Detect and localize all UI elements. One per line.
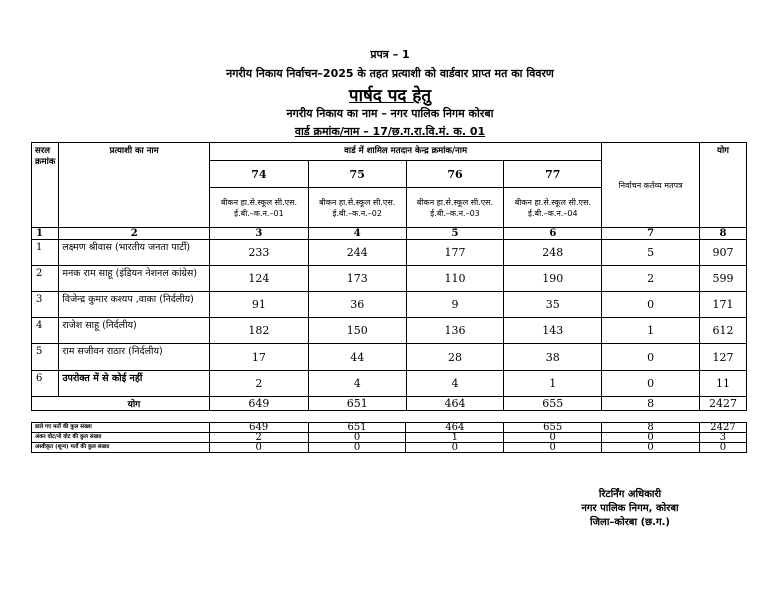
total-header: योग — [699, 143, 746, 228]
booth-number: 76 — [406, 161, 504, 188]
total-cell: 907 — [699, 240, 746, 266]
candidate-name: लक्ष्मण श्रीवास (भारतीय जनता पार्टी) — [59, 240, 210, 266]
summary-row — [32, 433, 747, 443]
vote-cell: 9 — [406, 292, 504, 318]
summary-cell: 0 — [209, 443, 308, 453]
total-vote-cell: 649 — [210, 397, 309, 411]
vote-cell: 38 — [504, 344, 602, 371]
vote-cell: 182 — [210, 318, 309, 344]
summary-cell: 3 — [699, 433, 746, 443]
postal-cell: 2 — [602, 266, 700, 292]
sr-cell: 1 — [32, 240, 59, 266]
index-cell: 7 — [602, 228, 700, 240]
total-postal-cell: 8 — [602, 397, 700, 411]
total-vote-cell: 464 — [406, 397, 504, 411]
sr-cell: 2 — [32, 266, 59, 292]
total-vote-cell: 655 — [504, 397, 602, 411]
booth-name: बीकन हा.से.स्कूल सी.एस. ई.बी.–क.न.–04 — [504, 188, 602, 228]
summary-label: अंकर वोट/नो वोट की कुल संख्या — [32, 433, 210, 443]
summary-cell: 8 — [602, 423, 700, 433]
vote-cell: 173 — [308, 266, 406, 292]
index-cell: 8 — [699, 228, 746, 240]
vote-cell: 143 — [504, 318, 602, 344]
table-row — [32, 266, 747, 292]
postal-cell: 0 — [602, 292, 700, 318]
postal-cell: 0 — [602, 344, 700, 371]
summary-cell: 2427 — [699, 423, 746, 433]
signature-title: रिटर्निंग अधिकारी — [598, 489, 662, 500]
summary-cell: 0 — [602, 443, 700, 453]
vote-cell: 244 — [308, 240, 406, 266]
signature-district: जिला–कोरबा (छ.ग.) — [590, 517, 670, 528]
vote-cell: 110 — [406, 266, 504, 292]
summary-cell: 1 — [406, 433, 504, 443]
vote-cell: 136 — [406, 318, 504, 344]
vote-cell: 150 — [308, 318, 406, 344]
vote-cell: 4 — [308, 371, 406, 397]
postal-header: निर्वाचन कर्तव्य मतपत्र — [602, 143, 700, 228]
form-number: प्रपत्र – 1 — [370, 48, 410, 61]
summary-cell: 0 — [504, 443, 602, 453]
results-table — [31, 142, 747, 411]
summary-cell: 0 — [504, 433, 602, 443]
grand-total-cell: 2427 — [699, 397, 746, 411]
ward-info: वार्ड क्रमांक/नाम – 17/छ.ग.रा.वि.मं. क. 01 — [294, 125, 486, 138]
index-cell: 5 — [406, 228, 504, 240]
summary-cell: 655 — [504, 423, 602, 433]
vote-cell: 233 — [210, 240, 309, 266]
total-cell: 612 — [699, 318, 746, 344]
total-cell: 599 — [699, 266, 746, 292]
index-cell: 3 — [210, 228, 309, 240]
postal-cell: 5 — [602, 240, 700, 266]
index-cell: 4 — [308, 228, 406, 240]
vote-cell: 35 — [504, 292, 602, 318]
table-row — [32, 371, 747, 397]
candidate-header: प्रत्याशी का नाम — [59, 143, 210, 228]
total-cell: 171 — [699, 292, 746, 318]
index-cell: 2 — [59, 228, 210, 240]
candidate-name: राम सजीवन राठार (निर्दलीय) — [59, 344, 210, 371]
total-cell: 127 — [699, 344, 746, 371]
table-row — [32, 344, 747, 371]
vote-cell: 2 — [210, 371, 309, 397]
vote-cell: 91 — [210, 292, 309, 318]
vote-cell: 177 — [406, 240, 504, 266]
candidate-name: विजेन्द्र कुमार कश्यप ,वाका (निर्दलीय) — [59, 292, 210, 318]
sr-header: सरल क्रमांक — [32, 143, 59, 228]
total-vote-cell: 651 — [308, 397, 406, 411]
vote-cell: 4 — [406, 371, 504, 397]
booth-number: 74 — [210, 161, 309, 188]
candidate-name: राजेश साहू (निर्दलीय) — [59, 318, 210, 344]
vote-cell: 44 — [308, 344, 406, 371]
summary-row — [32, 423, 747, 433]
vote-cell: 1 — [504, 371, 602, 397]
sr-cell: 5 — [32, 344, 59, 371]
total-label: योग — [59, 397, 210, 411]
postal-cell: 1 — [602, 318, 700, 344]
vote-cell: 36 — [308, 292, 406, 318]
summary-cell: 0 — [308, 443, 406, 453]
total-cell: 11 — [699, 371, 746, 397]
sr-cell: 3 — [32, 292, 59, 318]
body-name: नगरीय निकाय का नाम – नगर पालिक निगम कोरबा — [286, 107, 494, 120]
booths-header: वार्ड में शामिल मतदान केन्द्र क्रमांक/नाम — [210, 143, 602, 161]
summary-cell: 0 — [406, 443, 504, 453]
summary-label: डाले गए मतों की कुल संख्या — [32, 423, 210, 433]
summary-cell: 0 — [699, 443, 746, 453]
table-row — [32, 292, 747, 318]
summary-cell: 464 — [406, 423, 504, 433]
sr-cell: 4 — [32, 318, 59, 344]
booth-number: 77 — [504, 161, 602, 188]
index-cell: 6 — [504, 228, 602, 240]
index-cell: 1 — [32, 228, 59, 240]
booth-name: बीकन हा.से.स्कूल सी.एस. ई.बी.–क.न.–03 — [406, 188, 504, 228]
postal-cell: 0 — [602, 371, 700, 397]
document-title: नगरीय निकाय निर्वाचन–2025 के तहत प्रत्याशी को वार्डवार प्राप्त मत का विवरण — [226, 67, 554, 80]
post-title: पार्षद पद हेतु — [348, 86, 432, 106]
booth-name: बीकन हा.से.स्कूल सी.एस. ई.बी.–क.न.–01 — [210, 188, 309, 228]
sr-cell: 6 — [32, 371, 59, 397]
candidate-name: मनक राम साहू (इंडियन नेशनल कांग्रेस) — [59, 266, 210, 292]
summary-cell: 0 — [308, 433, 406, 443]
table-row — [32, 240, 747, 266]
vote-cell: 17 — [210, 344, 309, 371]
summary-cell: 649 — [209, 423, 308, 433]
summary-label: अस्वीकृत (शून्य) मतों की कुल संख्या — [32, 443, 210, 453]
vote-cell: 248 — [504, 240, 602, 266]
vote-cell: 190 — [504, 266, 602, 292]
summary-cell: 651 — [308, 423, 406, 433]
booth-number: 75 — [308, 161, 406, 188]
table-row — [32, 318, 747, 344]
candidate-name: उपरोक्त में से कोई नहीं — [59, 371, 210, 397]
booth-name: बीकन हा.से.स्कूल सी.एस. ई.बी.–क.न.–02 — [308, 188, 406, 228]
vote-cell: 124 — [210, 266, 309, 292]
summary-cell: 2 — [209, 433, 308, 443]
summary-table — [31, 422, 747, 453]
summary-row — [32, 443, 747, 453]
total-row — [32, 397, 747, 411]
vote-cell: 28 — [406, 344, 504, 371]
signature-office: नगर पालिक निगम, कोरबा — [581, 503, 679, 514]
summary-cell: 0 — [602, 433, 700, 443]
